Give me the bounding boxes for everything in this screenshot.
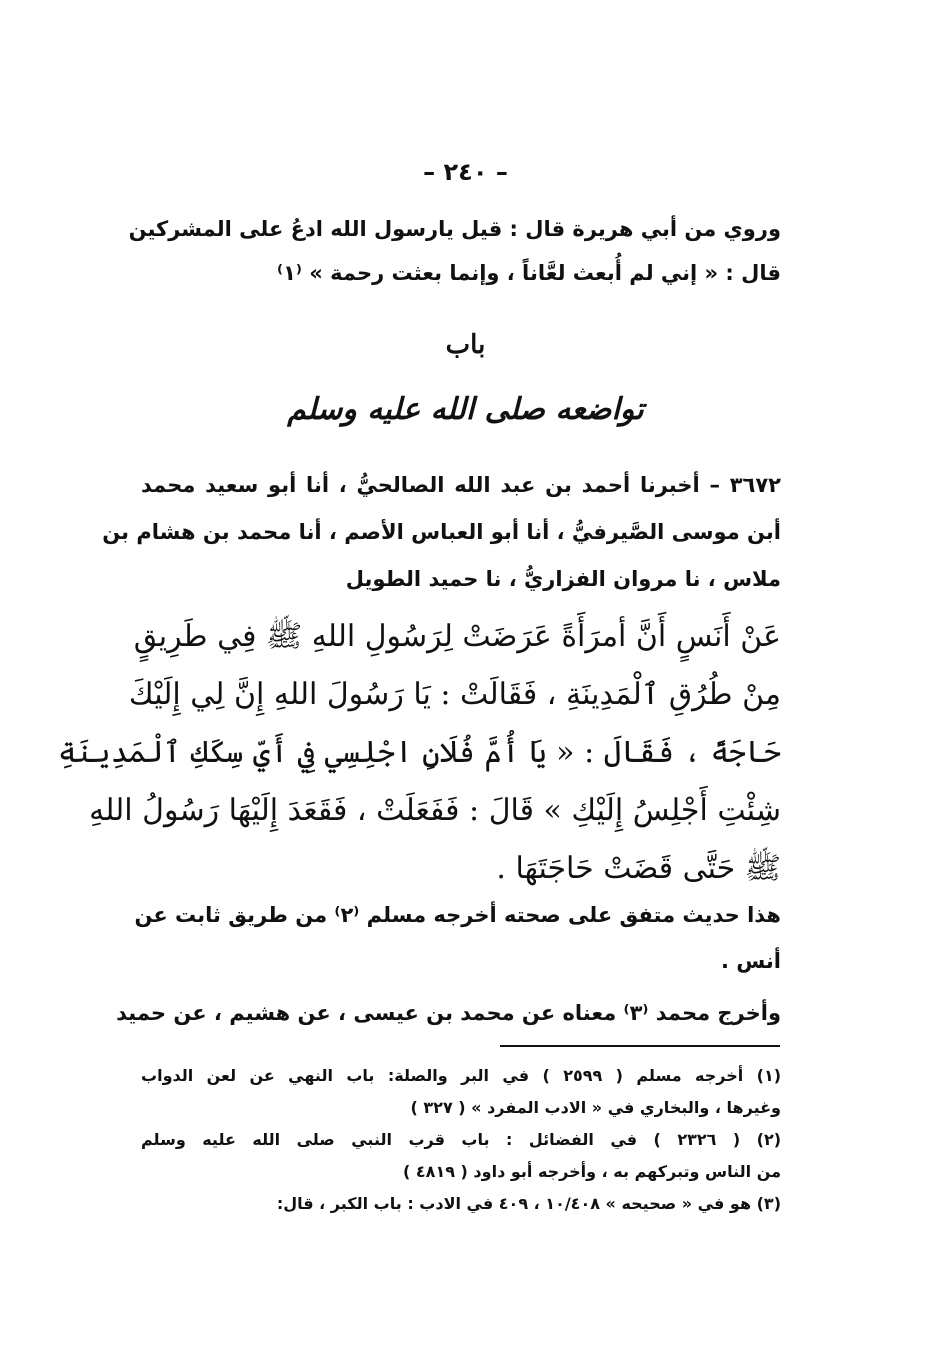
isnad-line-3: ملاس ، نا مروان الفزاريُّ ، نا حميد الطويل (345, 567, 781, 591)
footnote-line-4: من الناس وتبركهم به ، وأخرجه أبو داود ( ٤٨١٩ ) (403, 1162, 781, 1181)
commentary-line-2: أنس . (720, 949, 781, 973)
footnote-line-1: (١) أخرجه مسلم ( ٢٥٩٩ ) في البر والصلة: باب النهي عن لعن الدواب (141, 1066, 782, 1085)
commentary-line-3: وأخرج محمد ⁽٣⁾ معناه عن محمد بن عيسى ، عن هشيم ، عن حميد (116, 1001, 781, 1025)
chapter-title: تواضعه صلى الله عليه وسلم (287, 392, 644, 427)
isnad-line-2: أبن موسى الصَّيرفيُّ ، أنا أبو العباس الأصم ، أنا محمد بن هشام بن (102, 520, 781, 544)
hadith-line-2: مِنْ طُرُقِ ٱلْمَدِينَةِ ، فَقَالَتْ : يَا رَسُولَ اللهِ إِنَّ لِي إِلَيْكَ (128, 677, 781, 712)
hadith-line-5: ﷺ حَتَّى قَضَتْ حَاجَتَهَا . (496, 851, 781, 886)
intro-line-1: وروي من أبي هريرة قال : قيل يارسول الله ادعُ على المشركين (128, 217, 781, 241)
hadith-line-1: عَنْ أَنَسٍ أَنَّ أمرَأَةً عَرَضَتْ لِرَسُولِ اللهِ ﷺ فِي طَرِيقٍ (133, 619, 781, 654)
footnote-line-3: (٢) ( ٢٣٢٦ ) في الفضائل : باب قرب النبي صلى الله عليه وسلم (141, 1130, 782, 1149)
commentary-line-1: هذا حديث متفق على صحته أخرجه مسلم ⁽٢⁾ من طريق ثابت عن (134, 903, 781, 927)
footnote-divider (500, 1045, 780, 1047)
chapter-label: باب (445, 330, 486, 360)
page-number: – ٢٤٠ – (423, 158, 508, 186)
intro-line-2: قال : « إني لم أُبعث لعَّاناً ، وإنما بعثت رحمة » ⁽١⁾ (277, 261, 781, 285)
hadith-line-4: شِئْتِ أَجْلِسُ إِلَيْكِ » قَالَ : فَفَعَلَتْ ، فَقَعَدَ إِلَيْهَا رَسُولُ اللهِ (89, 793, 781, 828)
footnote-line-2: وغيرها ، والبخاري في « الادب المفرد » ( ٣٢٧ ) (410, 1098, 781, 1117)
footnote-line-5: (٣) هو في « صحيحه » ١٠/٤٠٨ ، ٤٠٩ في الادب : باب الكبر ، قال: (276, 1194, 781, 1213)
isnad-line-1: ٣٦٧٢ – أخبرنا أحمد بن عبد الله الصالحيُّ ، أنا أبو سعيد محمد (141, 473, 781, 497)
hadith-line-3: حَاجَةً ، فَقَالَ : « يَا أُمَّ فُلَانٍ اجْلِسِي فِي أَيِّ سِكَكِ ٱلْمَدِينَةِ (58, 735, 781, 770)
